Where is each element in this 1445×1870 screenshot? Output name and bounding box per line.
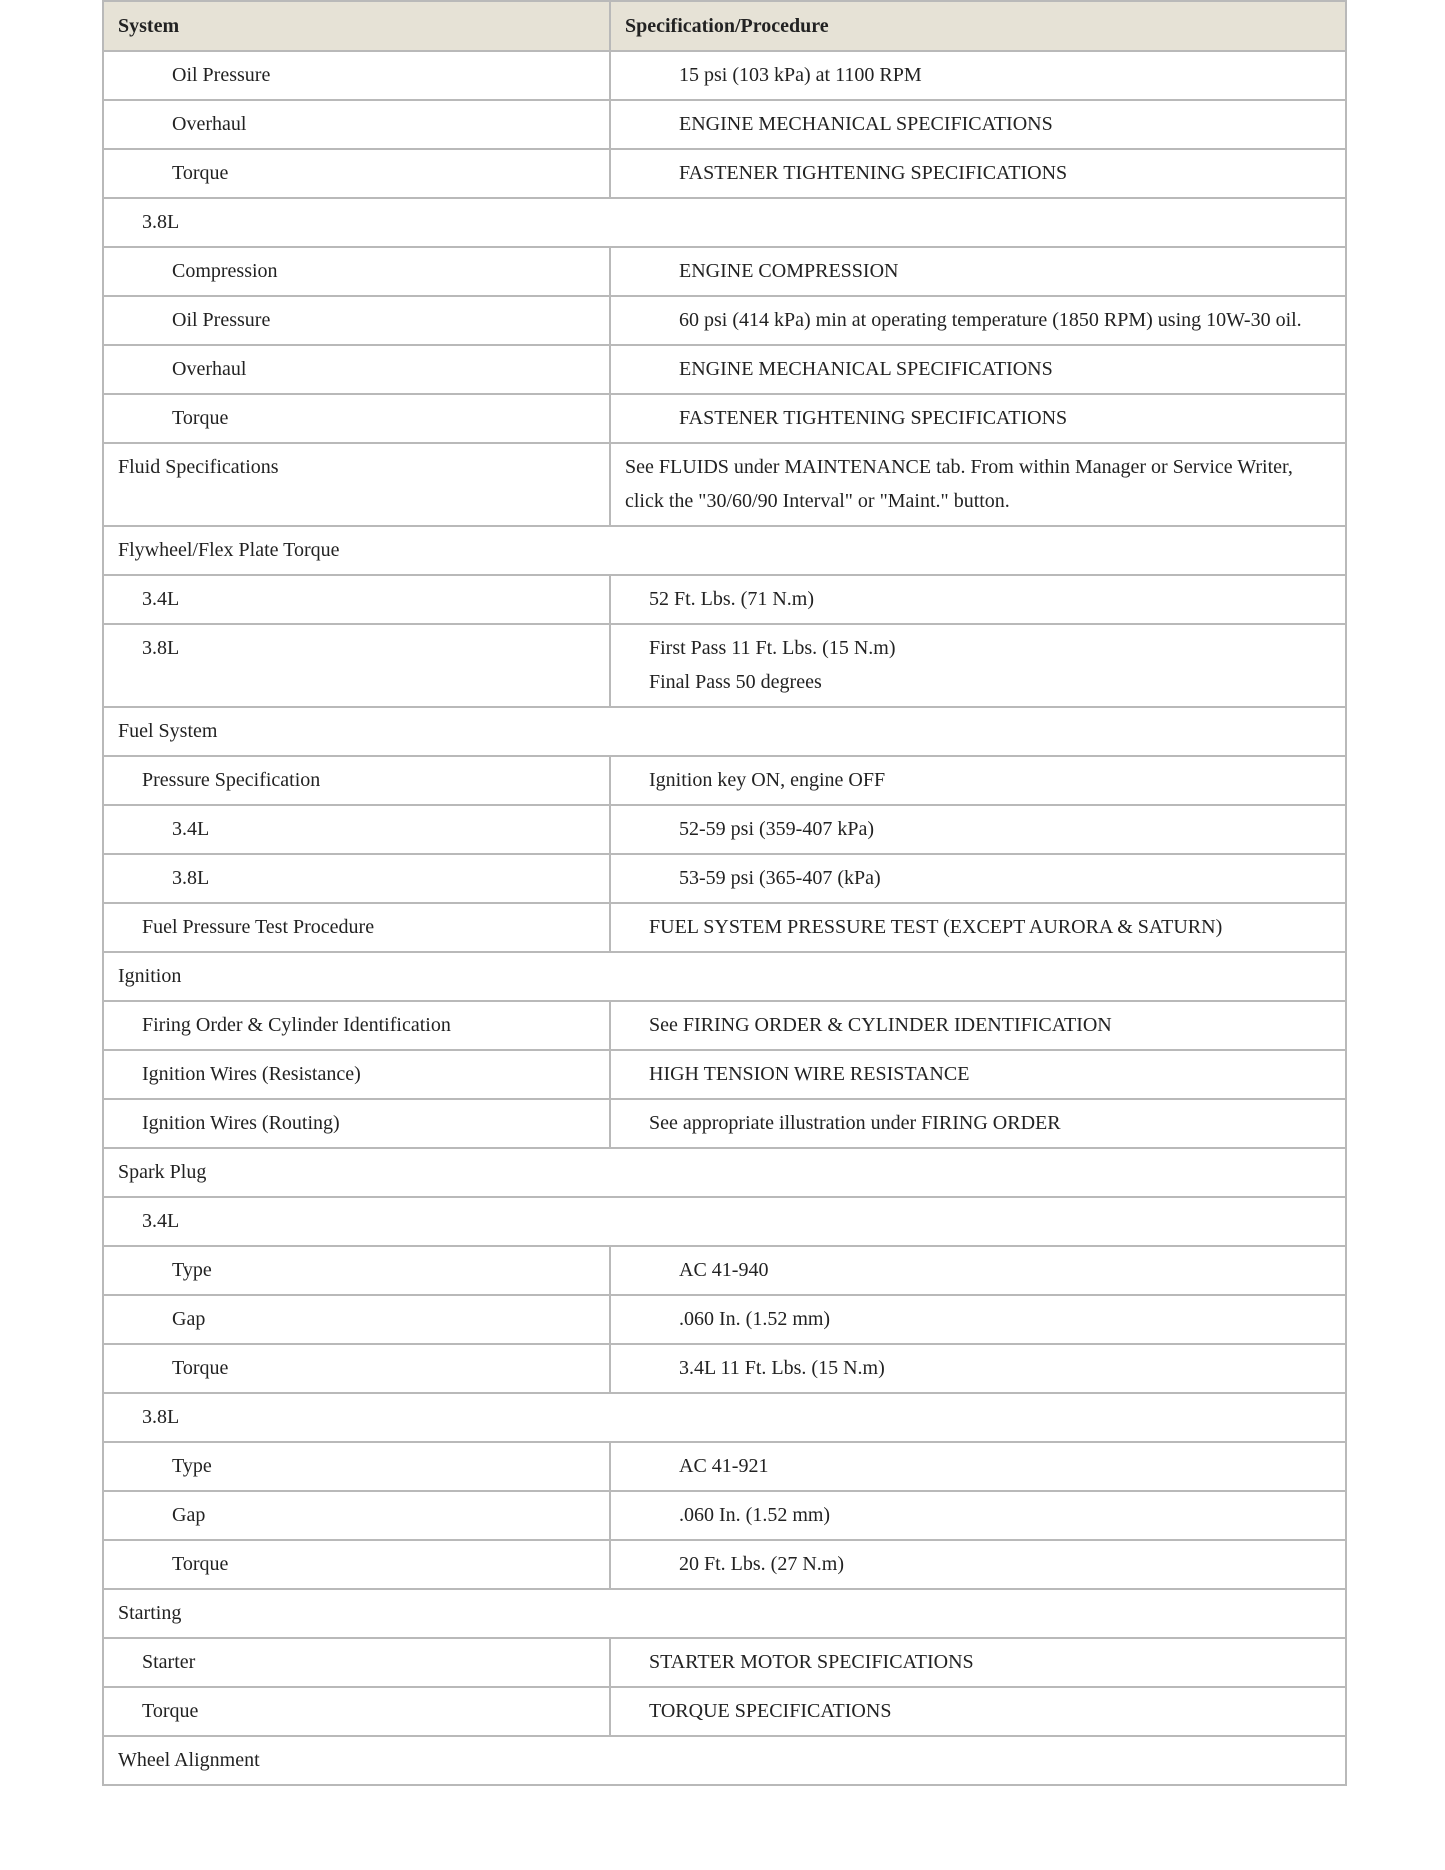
- system-cell: Firing Order & Cylinder Identification: [103, 1001, 610, 1050]
- system-cell: Type: [103, 1442, 610, 1491]
- system-cell: Ignition Wires (Routing): [103, 1099, 610, 1148]
- specification-cell: FASTENER TIGHTENING SPECIFICATIONS: [610, 149, 1346, 198]
- specification-cell: ENGINE COMPRESSION: [610, 247, 1346, 296]
- specification-cell: AC 41-921: [610, 1442, 1346, 1491]
- system-cell: Overhaul: [103, 345, 610, 394]
- section-heading: Fuel System: [103, 707, 1346, 756]
- specification-cell: 15 psi (103 kPa) at 1100 RPM: [610, 51, 1346, 100]
- specification-cell: .060 In. (1.52 mm): [610, 1491, 1346, 1540]
- table-row: [103, 1246, 1346, 1295]
- section-heading: Spark Plug: [103, 1148, 1346, 1197]
- table-row: [103, 149, 1346, 198]
- table-row: [103, 198, 1346, 247]
- system-cell: Torque: [103, 1687, 610, 1736]
- table-row: [103, 1001, 1346, 1050]
- system-cell: Gap: [103, 1295, 610, 1344]
- table-row: [103, 575, 1346, 624]
- table-row: [103, 1344, 1346, 1393]
- table-body: [103, 51, 1346, 1785]
- specification-cell: Ignition key ON, engine OFF: [610, 756, 1346, 805]
- system-cell: Torque: [103, 1540, 610, 1589]
- section-heading: 3.8L: [103, 1393, 1346, 1442]
- table-row: [103, 1491, 1346, 1540]
- system-cell: 3.8L: [103, 624, 610, 707]
- specification-cell: 20 Ft. Lbs. (27 N.m): [610, 1540, 1346, 1589]
- system-cell: Overhaul: [103, 100, 610, 149]
- table-row: [103, 1736, 1346, 1785]
- table-row: [103, 526, 1346, 575]
- table-row: [103, 805, 1346, 854]
- specification-cell: [610, 624, 1346, 707]
- specification-cell: See FLUIDS under MAINTENANCE tab. From within Manager or Service Writer, click the "30/60/90 Interval" or "Maint." button.: [610, 443, 1346, 526]
- section-heading: Flywheel/Flex Plate Torque: [103, 526, 1346, 575]
- specification-cell: ENGINE MECHANICAL SPECIFICATIONS: [610, 100, 1346, 149]
- system-cell: 3.4L: [103, 805, 610, 854]
- table-row: [103, 1442, 1346, 1491]
- table-row: [103, 1540, 1346, 1589]
- system-cell: Fuel Pressure Test Procedure: [103, 903, 610, 952]
- table-row: [103, 1589, 1346, 1638]
- specification-cell: 52-59 psi (359-407 kPa): [610, 805, 1346, 854]
- table-row: [103, 1393, 1346, 1442]
- table-row: [103, 952, 1346, 1001]
- specification-cell: HIGH TENSION WIRE RESISTANCE: [610, 1050, 1346, 1099]
- header-system: System: [103, 1, 610, 51]
- system-cell: Oil Pressure: [103, 296, 610, 345]
- system-cell: Torque: [103, 394, 610, 443]
- specification-cell: 3.4L 11 Ft. Lbs. (15 N.m): [610, 1344, 1346, 1393]
- table-row: [103, 1148, 1346, 1197]
- table-row: [103, 1099, 1346, 1148]
- specifications-table: [102, 0, 1347, 1786]
- specification-cell: 60 psi (414 kPa) min at operating temperature (1850 RPM) using 10W-30 oil.: [610, 296, 1346, 345]
- system-cell: Fluid Specifications: [103, 443, 610, 526]
- specification-cell: See appropriate illustration under FIRING ORDER: [610, 1099, 1346, 1148]
- section-heading: Wheel Alignment: [103, 1736, 1346, 1785]
- specification-line: First Pass 11 Ft. Lbs. (15 N.m): [649, 637, 896, 659]
- section-heading: 3.4L: [103, 1197, 1346, 1246]
- table-row: [103, 394, 1346, 443]
- specification-cell: TORQUE SPECIFICATIONS: [610, 1687, 1346, 1736]
- section-heading: 3.8L: [103, 198, 1346, 247]
- system-cell: Starter: [103, 1638, 610, 1687]
- system-cell: Type: [103, 1246, 610, 1295]
- section-heading: Starting: [103, 1589, 1346, 1638]
- table-row: [103, 51, 1346, 100]
- specification-cell: 53-59 psi (365-407 (kPa): [610, 854, 1346, 903]
- system-cell: Compression: [103, 247, 610, 296]
- table-row: [103, 345, 1346, 394]
- table-row: [103, 1687, 1346, 1736]
- table-row: [103, 100, 1346, 149]
- table-header-row: [103, 1, 1346, 51]
- table-row: [103, 1197, 1346, 1246]
- specification-cell: FASTENER TIGHTENING SPECIFICATIONS: [610, 394, 1346, 443]
- table-row: [103, 443, 1346, 526]
- specification-cell: FUEL SYSTEM PRESSURE TEST (EXCEPT AURORA & SATURN): [610, 903, 1346, 952]
- specification-cell: 52 Ft. Lbs. (71 N.m): [610, 575, 1346, 624]
- specification-cell: STARTER MOTOR SPECIFICATIONS: [610, 1638, 1346, 1687]
- specification-cell: AC 41-940: [610, 1246, 1346, 1295]
- system-cell: Torque: [103, 1344, 610, 1393]
- system-cell: Ignition Wires (Resistance): [103, 1050, 610, 1099]
- specification-cell: .060 In. (1.52 mm): [610, 1295, 1346, 1344]
- table-row: [103, 1638, 1346, 1687]
- table-row: [103, 707, 1346, 756]
- header-specification: Specification/Procedure: [610, 1, 1346, 51]
- system-cell: Pressure Specification: [103, 756, 610, 805]
- system-cell: Gap: [103, 1491, 610, 1540]
- system-cell: Oil Pressure: [103, 51, 610, 100]
- section-heading: Ignition: [103, 952, 1346, 1001]
- specification-line: Final Pass 50 degrees: [649, 671, 822, 693]
- table-row: [103, 247, 1346, 296]
- specification-cell: ENGINE MECHANICAL SPECIFICATIONS: [610, 345, 1346, 394]
- table-row: [103, 624, 1346, 707]
- table-row: [103, 296, 1346, 345]
- table-row: [103, 903, 1346, 952]
- table-row: [103, 854, 1346, 903]
- system-cell: Torque: [103, 149, 610, 198]
- specification-cell: See FIRING ORDER & CYLINDER IDENTIFICATION: [610, 1001, 1346, 1050]
- system-cell: 3.8L: [103, 854, 610, 903]
- system-cell: 3.4L: [103, 575, 610, 624]
- table-row: [103, 1050, 1346, 1099]
- table-row: [103, 756, 1346, 805]
- table-row: [103, 1295, 1346, 1344]
